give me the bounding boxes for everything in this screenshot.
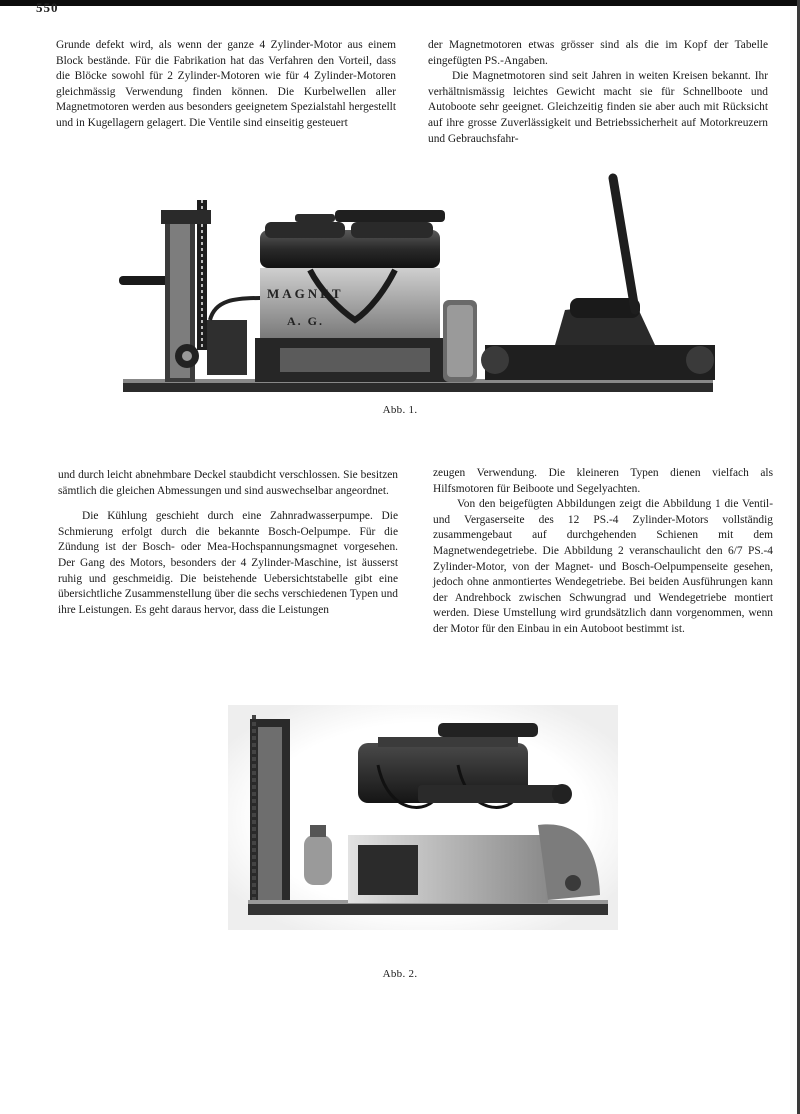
text-block2-left [58, 468, 398, 618]
text-block1-right [428, 38, 768, 147]
paragraph: Die Kühlung geschieht durch eine Zahnradwasserpumpe. Die Schmierung erfolgt durch die bekannte Bosch-Oelpumpe. Für die Zündung ist der Bosch- oder Mea-Hochspannungsmagnet vorgesehen. Der Gang des Motors, besonders der 4 Zylinder-Maschine, ist äusserst ruhig und geschmeidig. Die beistehende Uebersichtstabelle gibt eine übersichtliche Zusammenstellung über die sechs verschiedenen Typen und ihre Leistungen. Es geht daraus hervor, dass die Leistungen [58, 510, 398, 616]
plate-lettering: A. G. [287, 314, 324, 328]
text-block1-left [56, 38, 396, 132]
figure-1-caption: Abb. 1. [382, 404, 418, 416]
paragraph: zeugen Verwendung. Die kleineren Typen dienen vielfach als Hilfsmotoren für Beiboote und Segelyachten. [433, 467, 773, 495]
paragraph: und durch leicht abnehmbare Deckel staubdicht verschlossen. Sie besitzen sämtlich die gleichen Abmessungen und sind auswechselbar angeordnet. [58, 469, 398, 497]
paragraph: Grunde defekt wird, als wenn der ganze 4 Zylinder-Motor aus einem Block bestände. Für die Fabrikation hat das Verfahren den Vorteil, dass die Blöcke sowohl für 2 Zylinder-Motoren wie für 4 Zylinder-Motoren gleichmässig Verwendung finden können. Die Kurbelwellen aller Magnetmotoren werden aus besonders geeignetem Spezialstahl hergestellt und in Kugellagern gelagert. Die Ventile sind einseitig gesteuert [56, 39, 396, 129]
figure-1-engine-photo [115, 170, 725, 400]
scan-top-edge [0, 0, 800, 6]
engine-lettering: MAGNET [267, 286, 344, 301]
paragraph: der Magnetmotoren etwas grösser sind als die im Kopf der Tabelle eingefügten PS.-Angaben. [428, 39, 768, 67]
text-block2-right [433, 466, 773, 638]
engine-illustration-1 [115, 170, 725, 400]
figure-2-engine-photo [228, 705, 618, 930]
figure-2-caption: Abb. 2. [382, 968, 418, 980]
engine-illustration-2 [228, 705, 618, 930]
paragraph: Die Magnetmotoren sind seit Jahren in weiten Kreisen bekannt. Ihr verhältnismässig leichtes Gewicht macht sie für Schnellboote und Autoboote sehr geeignet. Gleichzeitig finden sie aber auch mit Rücksicht auf ihre grosse Zuverlässigkeit und Betriebssicherheit auf Motorkreuzern und Gebrauchsfahr- [428, 70, 768, 145]
page-number: 550 [36, 0, 59, 15]
paragraph: Von den beigefügten Abbildungen zeigt die Abbildung 1 die Ventil- und Vergaserseite des 12 PS.-4 Zylinder-Motors vollständig zusammengebaut auf durchgehenden Schienen mit dem Magnetwendegetriebe. Die Abbildung 2 veranschaulicht den 6/7 PS.-4 Zylinder-Motor, von der Magnet- und Bosch-Oelpumpenseite gesehen, jedoch ohne anmontiertes Wendegetriebe. Bei beiden Ausführungen kann der Andrehbock zwischen Schwungrad und Wendegetriebe montiert werden. Diese Umstellung wird grundsätzlich dann vorgenommen, wenn der Motor für den Einbau in ein Autoboot bestimmt ist. [433, 498, 773, 635]
